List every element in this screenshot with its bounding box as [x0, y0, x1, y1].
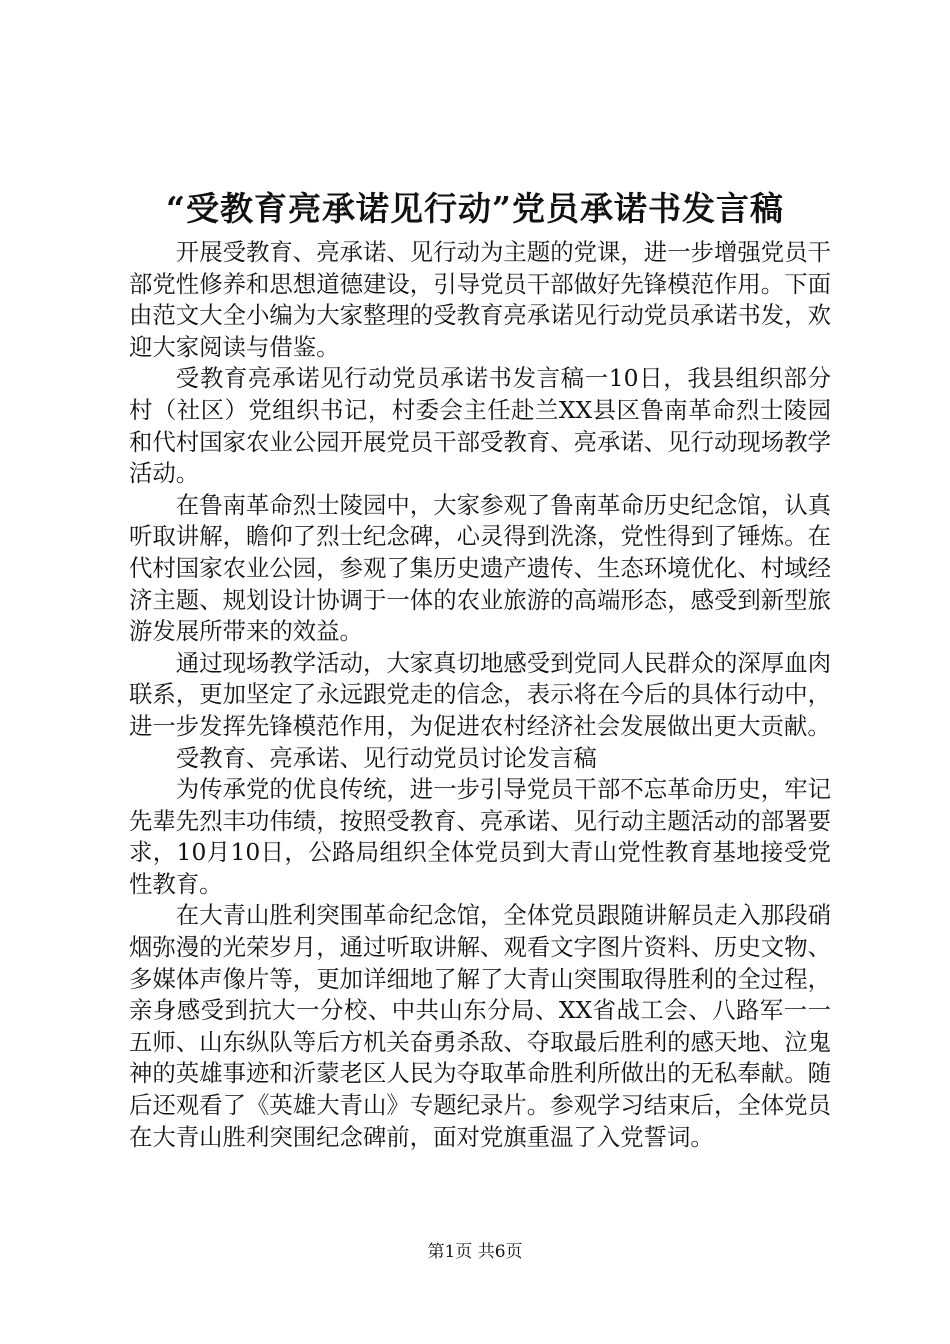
paragraph-2: 在鲁南革命烈士陵园中，大家参观了鲁南革命历史纪念馆，认真听取讲解，瞻仰了烈士纪念碑，心灵得到洗涤，党性得到了锤炼。在代村国家农业公园，参观了集历史遗产遗传、生态环境优化、村域经济主题、规划设计协调于一体的农业旅游的高端形态，感受到新型旅游发展所带来的效益。 [129, 490, 831, 646]
paragraph-3: 通过现场教学活动，大家真切地感受到党同人民群众的深厚血肉联系，更加坚定了永远跟党走的信念，表示将在今后的具体行动中，进一步发挥先锋模范作用，为促进农村经济社会发展做出更大贡献。 [129, 648, 831, 740]
document-title: “受教育亮承诺见行动”党员承诺书发言稿 [166, 189, 784, 228]
page-footer: 第1页 共6页 [427, 1242, 523, 1262]
paragraph-5: 在大青山胜利突围革命纪念馆，全体党员跟随讲解员走入那段硝烟弥漫的光荣岁月，通过听取讲解、观看文字图片资料、历史文物、多媒体声像片等，更加详细地了解了大青山突围取得胜利的全过程，亲身感受到抗大一分校、中共山东分局、XX省战工会、八路军一一五师、山东纵队等后方机关奋勇杀敌、夺取最后胜利的感天地、泣鬼神的英雄事迹和沂蒙老区人民为夺取革命胜利所做出的无私奉献。随后还观看了《英雄大青山》专题纪录片。参观学习结束后，全体党员在大青山胜利突围纪念碑前，面对党旗重温了入党誓词。 [129, 901, 831, 1151]
paragraph-1: 受教育亮承诺见行动党员承诺书发言稿一10日，我县组织部分村（社区）党组织书记，村委会主任赴兰XX县区鲁南革命烈士陵园和代村国家农业公园开展党员干部受教育、亮承诺、见行动现场教学活动。 [129, 364, 831, 488]
paragraph-4: 为传承党的优良传统，进一步引导党员干部不忘革命历史，牢记先辈先烈丰功伟绩，按照受教育、亮承诺、见行动主题活动的部署要求，10月10日，公路局组织全体党员到大青山党性教育基地接受党性教育。 [129, 775, 831, 898]
paragraph-intro: 开展受教育、亮承诺、见行动为主题的党课，进一步增强党员干部党性修养和思想道德建设，引导党员干部做好先锋模范作用。下面由范文大全小编为大家整理的受教育亮承诺见行动党员承诺书发，欢迎大家阅读与借鉴。 [129, 238, 831, 361]
document-body [129, 237, 831, 1153]
section-subheading: 受教育、亮承诺、见行动党员讨论发言稿 [175, 743, 597, 772]
